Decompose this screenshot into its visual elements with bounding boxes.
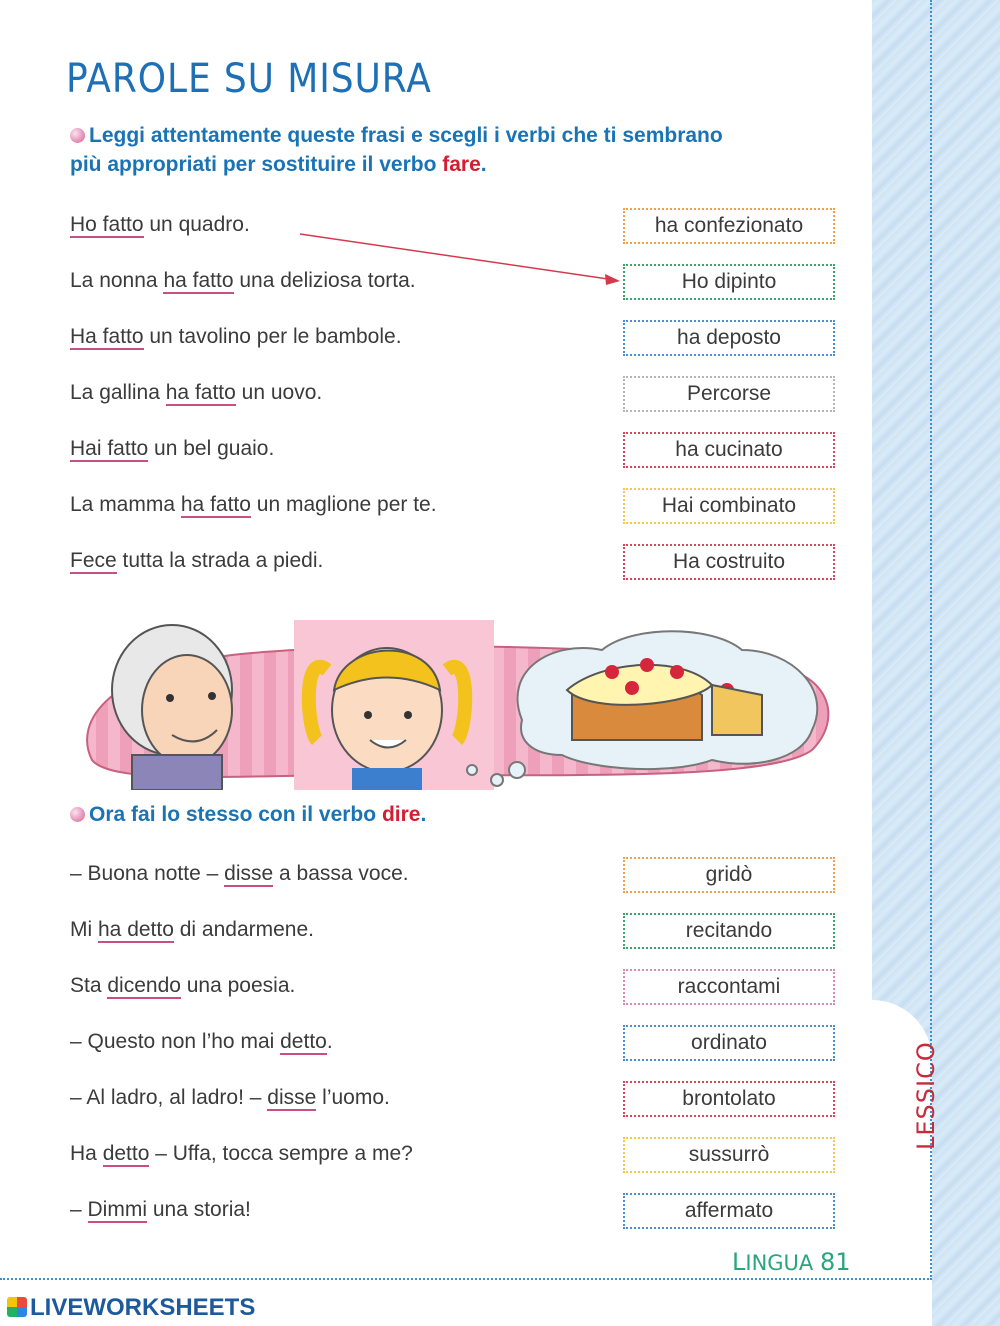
answer-box[interactable]: ha deposto [623, 320, 835, 356]
underlined-verb: Hai fatto [70, 437, 149, 460]
sentence: Ha detto – Uffa, tocca sempre a me? [70, 1142, 413, 1165]
underlined-verb: ha fatto [165, 381, 236, 404]
horizontal-dotted-line [0, 1278, 932, 1280]
underlined-verb: Ha fatto [70, 325, 144, 348]
liveworksheets-logo[interactable]: LIVEWORKSHEETS [7, 1294, 255, 1322]
answer-box[interactable]: ha confezionato [623, 208, 835, 244]
underlined-verb: dicendo [107, 974, 181, 997]
logo-icon [7, 1297, 27, 1317]
answer-box[interactable]: Ho dipinto [623, 264, 835, 300]
sentence: – Questo non l’ho mai detto. [70, 1030, 333, 1053]
side-label: LESSICO [912, 1041, 940, 1150]
answer-box[interactable]: sussurrò [623, 1137, 835, 1173]
illustration-grandma-girl-cake [72, 610, 842, 790]
sentence: – Dimmi una storia! [70, 1198, 251, 1221]
underlined-verb: detto [280, 1030, 327, 1053]
answer-box[interactable]: recitando [623, 913, 835, 949]
instruction-2: Ora fai lo stesso con il verbo dire. [70, 800, 426, 829]
answer-box[interactable]: Percorse [623, 376, 835, 412]
answer-box[interactable]: ha cucinato [623, 432, 835, 468]
sentence: Mi ha detto di andarmene. [70, 918, 314, 941]
page-title: PAROLE SU MISURA [66, 56, 432, 102]
underlined-verb: Ho fatto [70, 213, 144, 236]
answer-box[interactable]: brontolato [623, 1081, 835, 1117]
girl-icon [294, 620, 494, 790]
sentence: La mamma ha fatto un maglione per te. [70, 493, 437, 516]
sentence: Sta dicendo una poesia. [70, 974, 296, 997]
bullet-icon [70, 807, 85, 822]
sentence: La nonna ha fatto una deliziosa torta. [70, 269, 416, 292]
answer-box[interactable]: ordinato [623, 1025, 835, 1061]
instruction-1: Leggi attentamente queste frasi e scegli i verbi che ti sembrano più appropriati per sostituire il verbo fare. [70, 124, 723, 176]
answer-box[interactable]: affermato [623, 1193, 835, 1229]
underlined-verb: Dimmi [87, 1198, 147, 1221]
sentence: Fece tutta la strada a piedi. [70, 549, 324, 572]
underlined-verb: disse [224, 862, 274, 885]
sentence: Hai fatto un bel guaio. [70, 437, 275, 460]
underlined-verb: ha fatto [163, 269, 234, 292]
answer-box[interactable]: Ha costruito [623, 544, 835, 580]
underlined-verb: detto [102, 1142, 150, 1165]
sentence: Ha fatto un tavolino per le bambole. [70, 325, 402, 348]
page-footer: LINGUA 81 [732, 1248, 851, 1276]
sentence: – Buona notte – disse a bassa voce. [70, 862, 409, 885]
underlined-verb: disse [267, 1086, 317, 1109]
sentence: Ho fatto un quadro. [70, 213, 250, 236]
underlined-verb: Fece [70, 549, 117, 572]
underlined-verb: ha fatto [180, 493, 251, 516]
answer-box[interactable]: raccontami [623, 969, 835, 1005]
underlined-verb: ha detto [98, 918, 174, 941]
answer-box[interactable]: Hai combinato [623, 488, 835, 524]
sentence: La gallina ha fatto un uovo. [70, 381, 323, 404]
answer-box[interactable]: gridò [623, 857, 835, 893]
sentence: – Al ladro, al ladro! – disse l’uomo. [70, 1086, 390, 1109]
